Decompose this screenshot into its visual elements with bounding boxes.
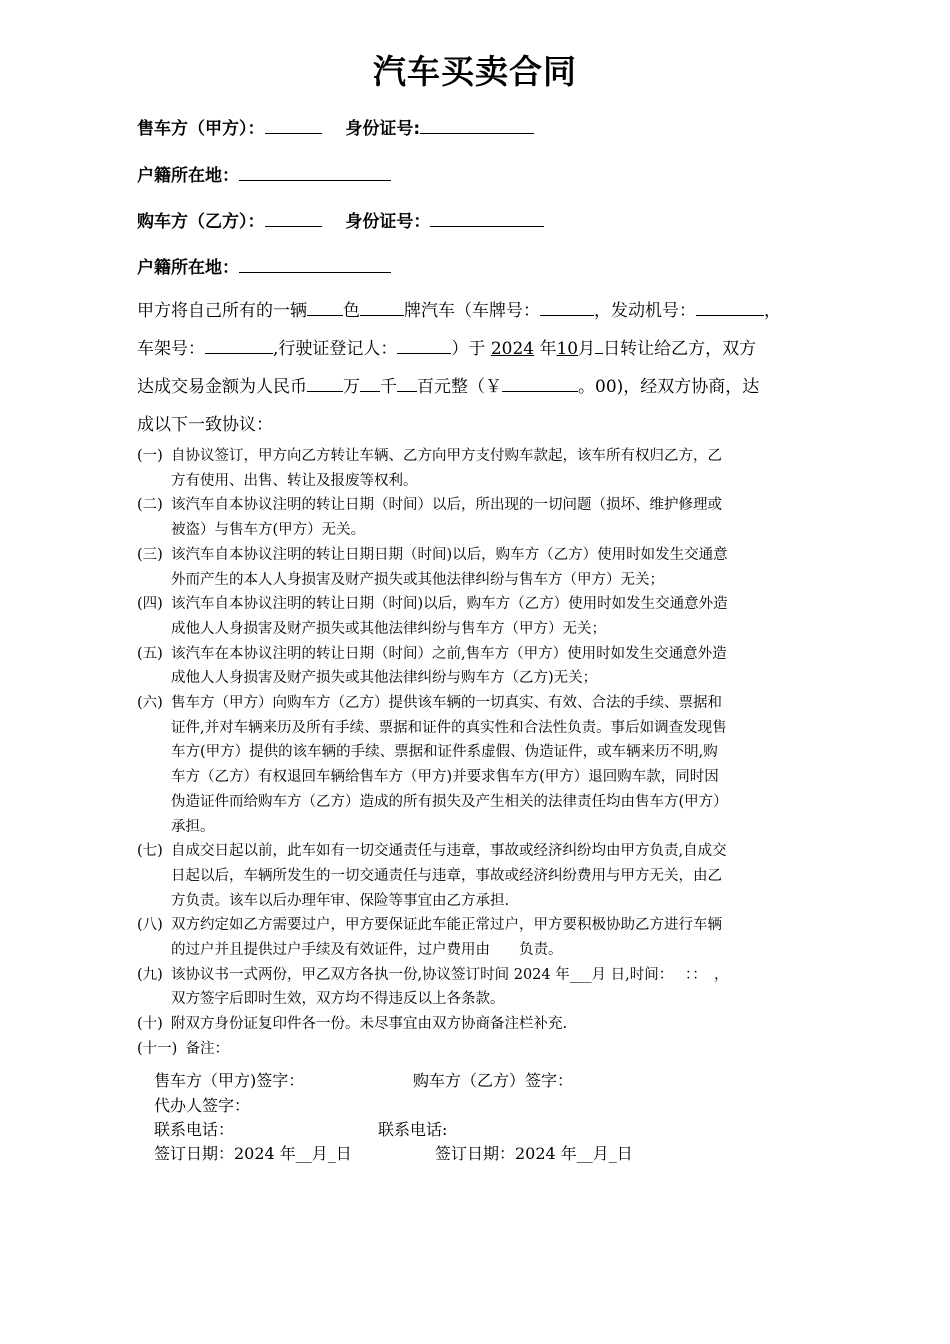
clause-text xyxy=(171,543,817,592)
clause-number: (十) xyxy=(137,1016,163,1033)
buyer-label: 购车方（乙方）： xyxy=(137,212,265,232)
engine-blank xyxy=(696,297,764,316)
transfer-year: 2024 xyxy=(490,339,535,359)
clause-list xyxy=(137,444,817,1062)
clause-line: 自成交日起以前，此车如有一切交通责任与违章，事故或经济纠纷均由甲方负责,自成交 xyxy=(171,843,727,860)
phone-label-buyer: 联系电话: xyxy=(378,1120,448,1139)
clause-text xyxy=(171,839,817,913)
clause-line: 伪造证件而给购车方（乙方）造成的所有损失及产生相关的法律责任均由售车方(甲方） xyxy=(171,793,728,810)
seller-sign-label: 售车方（甲方)签字： xyxy=(154,1071,305,1090)
intro-text: 万 xyxy=(343,377,360,397)
buyer-id-blank xyxy=(430,208,544,227)
signature-row-3 xyxy=(154,1117,448,1140)
clause-line: 证件,并对车辆来历及所有手续、票据和证件的真实性和合法性负责。事后如调查发现售 xyxy=(171,719,727,736)
clause-item xyxy=(137,543,817,592)
clause-line: 该协议书一式两份，甲乙双方各执一份,协议签订时间 2024 年___月 日,时间： ：： ， xyxy=(171,966,729,983)
intro-text: ）于 xyxy=(451,339,486,359)
clause-item xyxy=(137,691,817,839)
clause-text xyxy=(171,963,817,1012)
intro-text: 千 xyxy=(380,377,397,397)
clause-item xyxy=(137,1012,817,1037)
clause-text xyxy=(171,444,817,493)
clause-line: 该汽车自本协议注明的转让日期日期（时间)以后，购车方（乙方）使用时如发生交通意 xyxy=(171,546,728,563)
buyer-domicile-row xyxy=(137,253,391,278)
qian-blank xyxy=(360,373,380,392)
clause-number: (六) xyxy=(137,695,163,712)
clause-item xyxy=(137,493,817,542)
clause-line: 方负责。该车以后办理年审、保险等事宜由乙方承担. xyxy=(171,892,510,909)
clause-item xyxy=(137,1037,817,1062)
intro-line-2 xyxy=(137,330,817,368)
clause-text xyxy=(171,642,817,691)
clause-number: (十一) xyxy=(137,1040,178,1057)
clause-number: (八) xyxy=(137,917,163,934)
registrant-blank xyxy=(397,335,451,354)
seller-id-blank xyxy=(420,115,534,134)
clause-line: 被盗）与售车方(甲方）无关。 xyxy=(171,522,366,539)
clause-text xyxy=(171,1012,817,1037)
day-blank xyxy=(595,335,603,354)
buyer-domicile-label: 户籍所在地： xyxy=(137,258,239,278)
intro-text: 百元整（￥ xyxy=(417,377,502,397)
color-blank xyxy=(307,297,343,316)
clause-line: 该汽车自本协议注明的转让日期（时间)以后，购车方（乙方）使用时如发生交通意外造 xyxy=(171,596,728,613)
seller-domicile-row xyxy=(137,161,391,186)
clause-line: 的过户并且提供过户手续及有效证件，过户费用由 负责。 xyxy=(171,942,563,959)
contract-title: 汽车买卖合同 xyxy=(373,52,577,91)
intro-line-1 xyxy=(137,292,817,330)
intro-line-4: 成以下一致协议： xyxy=(137,415,273,435)
clause-line: 该汽车自本协议注明的转让日期（时间）以后，所出现的一切问题（损坏、维护修理或 xyxy=(171,497,722,514)
intro-text: 日转让给乙方，双方 xyxy=(603,339,757,359)
clause-number: (一) xyxy=(137,448,163,464)
clause-line: 外而产生的本人人身损害及财产损失或其他法律纠纷与售车方（甲方）无关； xyxy=(171,571,664,588)
intro-text: 车架号： xyxy=(137,339,205,359)
intro-text: 年 xyxy=(539,339,557,359)
clause-text xyxy=(171,592,817,641)
amount-blank xyxy=(502,373,578,392)
intro-text: 牌汽车（车牌号： xyxy=(404,301,540,321)
clause-line: 车方（乙方）有权退回车辆给售车方（甲方)并要求售车方(甲方）退回购车款，同时因 xyxy=(171,769,719,786)
buyer-id-label: 身份证号： xyxy=(345,212,431,232)
clause-text xyxy=(171,691,817,839)
clause-line: 备注： xyxy=(171,1040,229,1057)
seller-domicile-label: 户籍所在地： xyxy=(137,166,239,186)
intro-text: ,行驶证登记人： xyxy=(273,339,398,359)
clause-item xyxy=(137,444,817,493)
clause-number: (七) xyxy=(137,843,163,860)
clause-line: 双方签字后即时生效，双方均不得违反以上各条款。 xyxy=(171,991,505,1008)
clause-number: (九) xyxy=(137,966,163,983)
clause-line: 成他人人身损害及财产损失或其他法律纠纷与售车方（甲方）无关； xyxy=(171,620,606,637)
clause-number: (五) xyxy=(137,645,163,662)
intro-text: ， xyxy=(764,301,781,321)
phone-label-seller: 联系电话： xyxy=(154,1120,235,1139)
buyer-domicile-blank xyxy=(239,254,391,273)
bai-blank xyxy=(397,373,417,392)
intro-text: 月 xyxy=(578,339,596,359)
agent-sign-label: 代办人签字： xyxy=(154,1096,251,1115)
intro-paragraph xyxy=(137,292,817,444)
intro-text: 达成交易金额为人民币 xyxy=(137,377,307,397)
clause-number: (二) xyxy=(137,497,163,514)
brand-blank xyxy=(360,297,404,316)
clause-number: (四) xyxy=(137,596,163,613)
clause-line: 方有使用、出售、转让及报废等权利。 xyxy=(171,472,418,489)
clause-line: 双方约定如乙方需要过户，甲方要保证此车能正常过户，甲方要积极协助乙方进行车辆 xyxy=(171,917,722,934)
clause-line: 日起以后，车辆所发生的一切交通责任与违章，事故或经济纠纷费用与甲方无关，由乙 xyxy=(171,867,722,884)
clause-item xyxy=(137,963,817,1012)
intro-text: ，发动机号： xyxy=(594,301,696,321)
clause-line: 售车方（甲方）向购车方（乙方）提供该车辆的一切真实、有效、合法的手续、票据和 xyxy=(171,695,722,712)
intro-text: 。00)，经双方协商，达 xyxy=(578,377,760,397)
clause-item xyxy=(137,592,817,641)
date-label-seller: 签订日期：2024 年__月_日 xyxy=(154,1144,352,1163)
signature-row-4 xyxy=(154,1141,633,1164)
seller-id-label: 身份证号: xyxy=(345,119,421,139)
clause-line: 承担。 xyxy=(171,818,215,835)
clause-text xyxy=(171,1037,817,1062)
clause-item xyxy=(137,839,817,913)
buyer-name-blank xyxy=(265,208,322,227)
buyer-sign-label: 购车方（乙方）签字： xyxy=(413,1071,574,1090)
clause-line: 该汽车在本协议注明的转让日期（时间）之前,售车方（甲方）使用时如发生交通意外造 xyxy=(171,645,727,662)
date-label-buyer: 签订日期：2024 年__月_日 xyxy=(435,1144,633,1163)
seller-label: 售车方（甲方）： xyxy=(137,119,265,139)
clause-text xyxy=(171,493,817,542)
buyer-row xyxy=(137,207,544,232)
seller-domicile-blank xyxy=(239,162,391,181)
plate-blank xyxy=(540,297,594,316)
intro-text: 甲方将自己所有的一辆 xyxy=(137,301,307,321)
transfer-month: 10 xyxy=(556,339,579,359)
clause-number: (三) xyxy=(137,546,163,563)
intro-line-3 xyxy=(137,368,817,406)
vin-blank xyxy=(205,335,273,354)
clause-line: 成他人人身损害及财产损失或其他法律纠纷与购车方（乙方)无关； xyxy=(171,670,598,687)
clause-text xyxy=(171,913,817,962)
seller-name-blank xyxy=(265,115,322,134)
clause-item xyxy=(137,913,817,962)
intro-text: 色 xyxy=(343,301,360,321)
seller-row xyxy=(137,114,534,139)
clause-item xyxy=(137,642,817,691)
clause-line: 车方(甲方）提供的该车辆的手续、票据和证件系虚假、伪造证件，或车辆来历不明,购 xyxy=(171,744,718,761)
signature-row-1 xyxy=(154,1068,574,1091)
clause-line: 附双方身份证复印件各一份。未尽事宜由双方协商备注栏补充. xyxy=(171,1016,568,1033)
clause-line: 自协议签订，甲方向乙方转让车辆、乙方向甲方支付购车款起，该车所有权归乙方，乙 xyxy=(171,448,722,464)
wan-blank xyxy=(307,373,343,392)
